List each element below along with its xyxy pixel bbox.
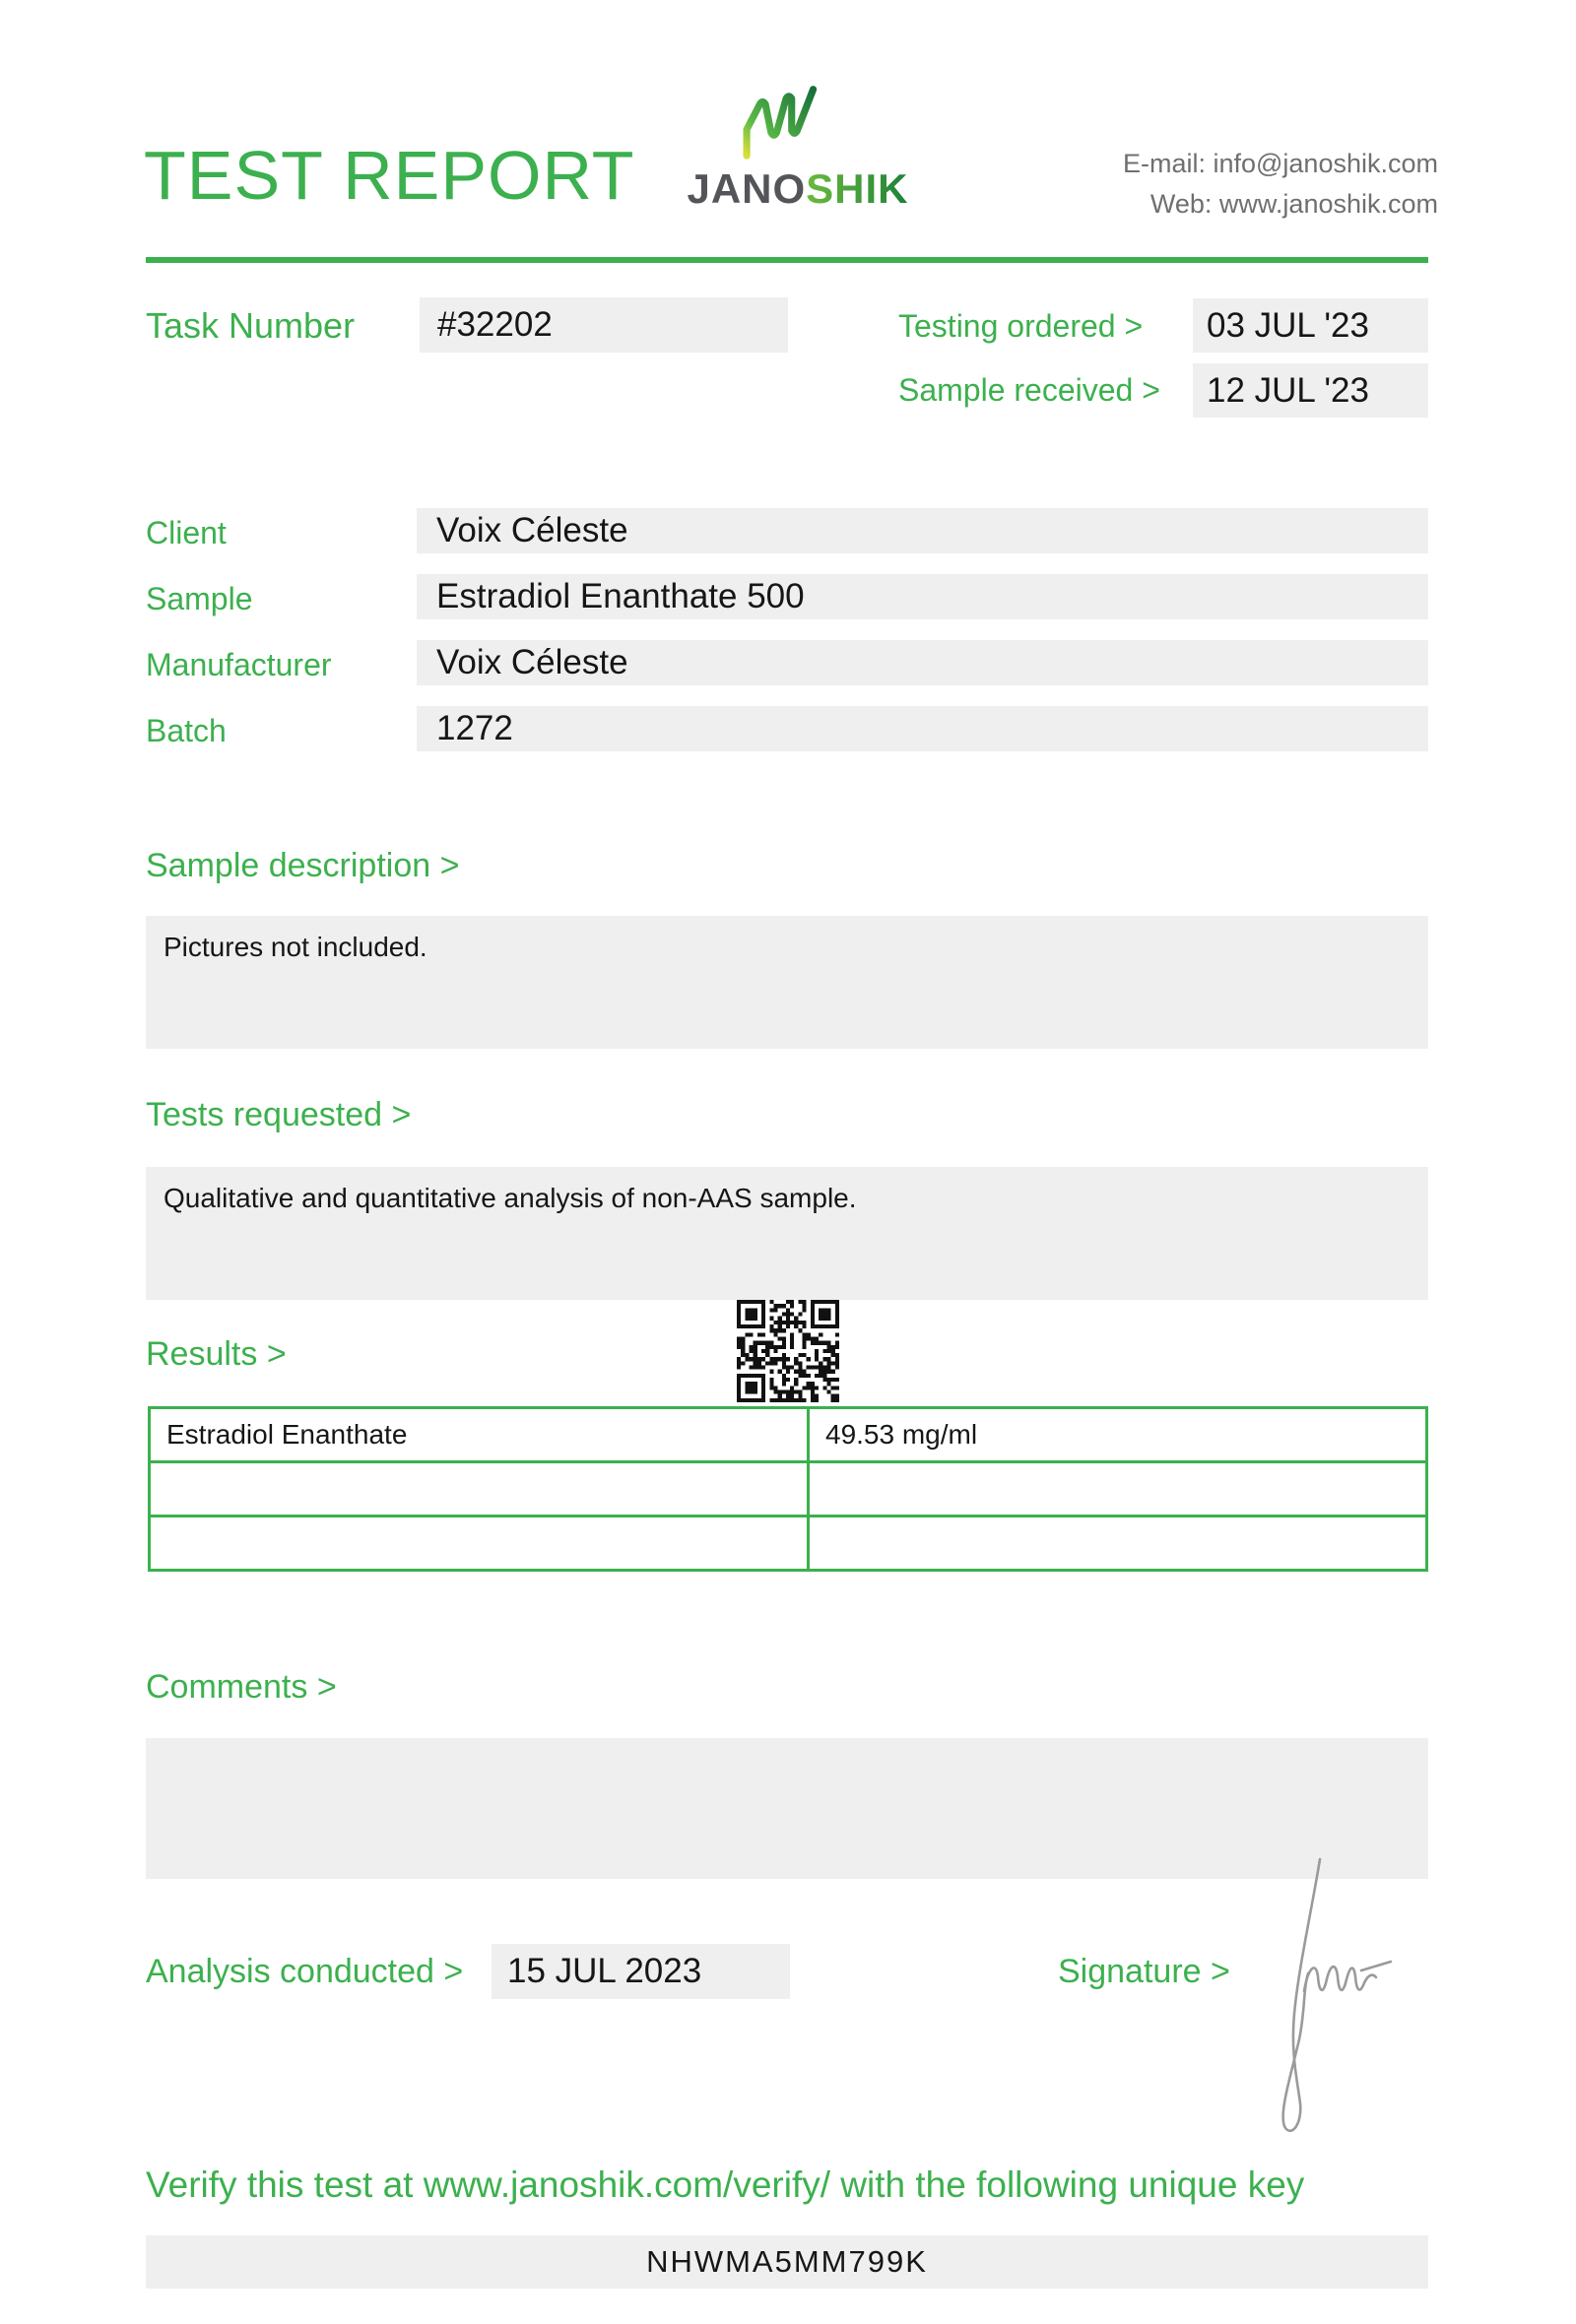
tests-requested-box: Qualitative and quantitative analysis of non-AAS sample. [146,1167,1428,1300]
logo-chart-icon [739,83,833,164]
result-value-cell [809,1462,1427,1517]
signature-label: Signature > [1058,1953,1230,1990]
result-analyte-cell [150,1462,809,1517]
analysis-conducted-label: Analysis conducted > [146,1953,464,1990]
header-divider [146,257,1428,263]
tests-requested-heading: Tests requested > [146,1096,412,1133]
logo-wordmark [650,165,946,213]
results-table [148,1406,1428,1572]
contact-info [985,144,1438,225]
sample-received-label: Sample received > [898,372,1160,408]
task-number-label: Task Number [146,305,356,346]
logo-wordmark-shik: SHIK [806,165,909,212]
batch-value: 1272 [417,706,1428,751]
client-label: Client [146,515,227,550]
results-heading: Results > [146,1335,287,1373]
testing-ordered-label: Testing ordered > [898,308,1144,344]
contact-web: Web: www.janoshik.com [1149,189,1438,219]
comments-box [146,1738,1428,1879]
result-analyte-cell [150,1517,809,1571]
logo-wordmark-jano: JANO [687,165,807,212]
qr-code [737,1300,839,1402]
result-analyte-cell: Estradiol Enanthate [150,1408,809,1462]
signature-image [1269,1851,1401,2152]
analysis-conducted-value: 15 JUL 2023 [492,1944,790,1999]
sample-description-heading: Sample description > [146,847,460,884]
task-number-value: #32202 [420,297,788,353]
results-row [150,1408,1427,1462]
sample-description-box: Pictures not included. [146,916,1428,1049]
manufacturer-label: Manufacturer [146,647,332,682]
contact-email: E-mail: info@janoshik.com [1122,149,1438,178]
page-title: TEST REPORT [144,137,635,214]
sample-value: Estradiol Enanthate 500 [417,574,1428,619]
comments-heading: Comments > [146,1668,337,1706]
result-value-cell: 49.53 mg/ml [809,1408,1427,1462]
results-row [150,1462,1427,1517]
result-value-cell [809,1517,1427,1571]
batch-label: Batch [146,713,227,748]
manufacturer-value: Voix Céleste [417,640,1428,685]
client-value: Voix Céleste [417,508,1428,553]
results-row [150,1517,1427,1571]
testing-ordered-value: 03 JUL '23 [1193,298,1428,353]
sample-received-value: 12 JUL '23 [1193,363,1428,418]
verify-key: NHWMA5MM799K [146,2235,1428,2289]
verify-text: Verify this test at www.janoshik.com/verify/ with the following unique key [146,2164,1305,2205]
sample-label: Sample [146,581,253,616]
